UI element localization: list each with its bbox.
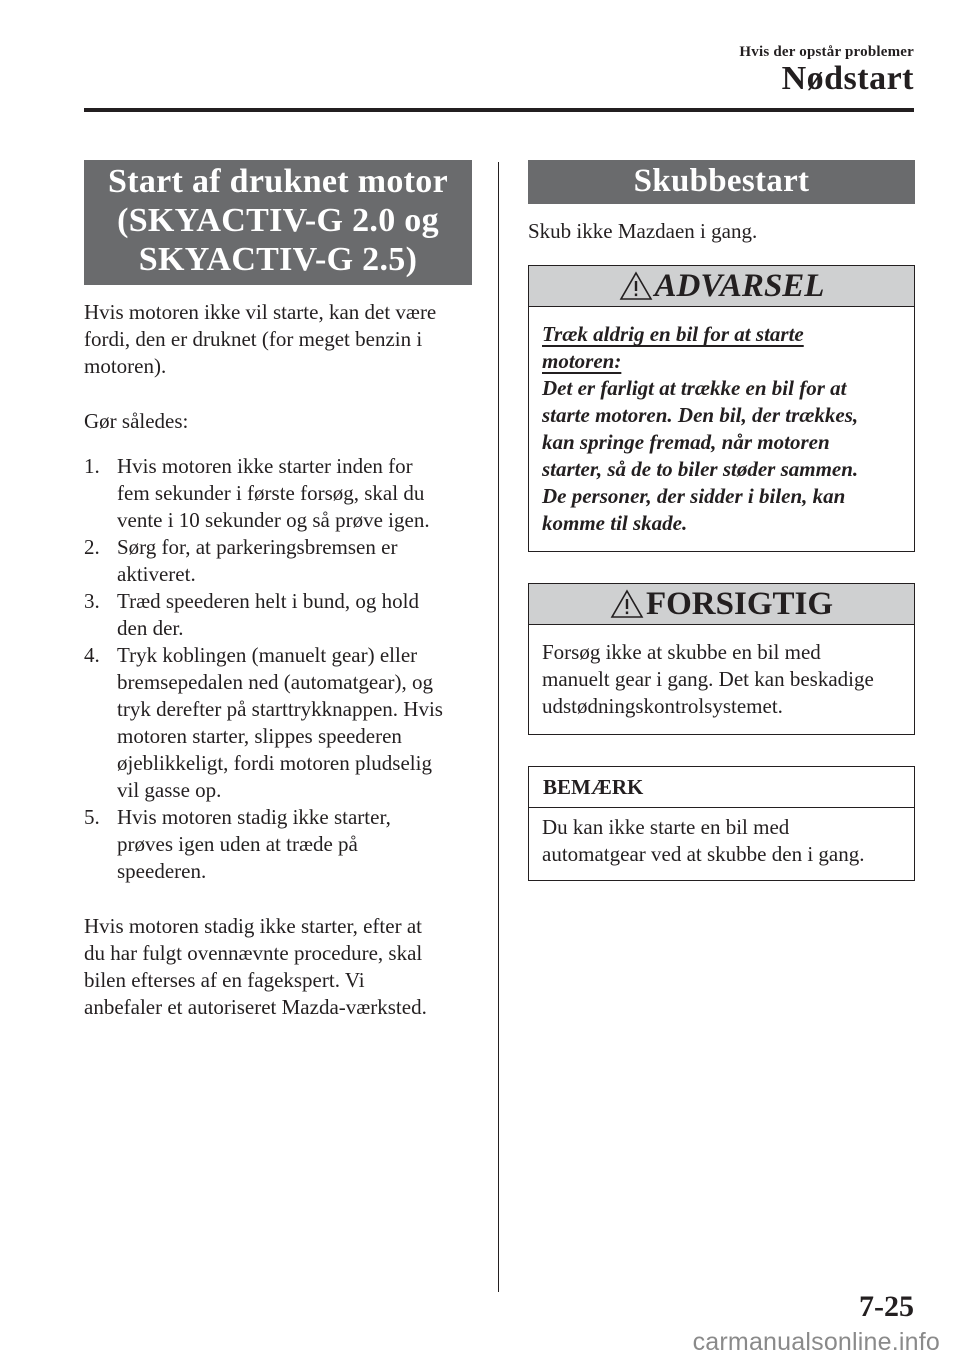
procedure-step — [84, 534, 472, 588]
text-line: kan springe fremad, når motoren — [542, 430, 830, 454]
step-number: 4. — [84, 643, 100, 667]
warning-label: ADVARSEL — [654, 268, 825, 304]
text-line: Træk aldrig en bil for at starte — [542, 322, 804, 346]
text-line: Du kan ikke starte en bil med — [542, 815, 790, 839]
warning-text — [542, 375, 902, 537]
note-header: BEMÆRK — [529, 767, 914, 808]
text-line: De personer, der sidder i bilen, kan — [542, 484, 846, 508]
intro-paragraph — [84, 299, 472, 380]
text-line: Det er farligt at trække en bil for at — [542, 376, 847, 400]
section-heading-flooded-engine — [84, 160, 472, 285]
chapter-title: Hvis der opstår problemer — [739, 44, 914, 60]
procedure-step — [84, 642, 472, 804]
text-line: den der. — [117, 616, 184, 640]
text-line: Sørg for, at parkeringsbremsen er — [117, 535, 398, 559]
warning-triangle-icon — [619, 271, 653, 301]
text-line: vil gasse op. — [117, 778, 222, 802]
text-line: Hvis motoren stadig ikke starter, — [117, 805, 391, 829]
caution-box — [528, 583, 915, 735]
text-line: bremsepedalen ned (automatgear), og — [117, 670, 434, 694]
caution-triangle-icon — [610, 589, 644, 619]
warning-box — [528, 265, 915, 552]
text-line: øjeblikkeligt, fordi motoren pludselig — [117, 751, 432, 775]
warning-header — [529, 266, 914, 307]
text-line: fordi, den er druknet (for meget benzin i — [84, 327, 423, 351]
push-start-intro: Skub ikke Mazdaen i gang. — [528, 219, 758, 243]
text-line: fem sekunder i første forsøg, skal du — [117, 481, 425, 505]
section-heading-push-start: Skubbestart — [528, 160, 915, 204]
text-line: du har fulgt ovennævnte procedure, skal — [84, 941, 423, 965]
heading-line: SKYACTIV-G 2.5) — [138, 241, 418, 278]
step-number: 5. — [84, 805, 100, 829]
right-column — [528, 160, 915, 881]
step-text — [117, 534, 472, 588]
text-line: udstødningskontrolsystemet. — [542, 694, 783, 718]
column-divider — [498, 162, 499, 1292]
step-text — [117, 642, 472, 804]
text-line: anbefaler et autoriseret Mazda-værksted. — [84, 995, 427, 1019]
step-text — [117, 804, 472, 885]
text-line: manuelt gear i gang. Det kan beskadige — [542, 667, 874, 691]
text-line: aktiveret. — [117, 562, 196, 586]
left-column — [84, 160, 472, 1021]
heading-line: Start af druknet motor — [108, 163, 448, 200]
text-line: vente i 10 sekunder og så prøve igen. — [117, 508, 430, 532]
text-line: Hvis motoren stadig ikke starter, efter at — [84, 914, 422, 938]
page-number: 7-25 — [859, 1290, 914, 1323]
text-line: Træd speederen helt i bund, og hold — [117, 589, 419, 613]
warning-body — [529, 307, 914, 551]
closing-paragraph — [84, 913, 472, 1021]
text-line: Hvis motoren ikke starter inden for — [117, 454, 413, 478]
text-line: Hvis motoren ikke vil starte, kan det være — [84, 300, 437, 324]
procedure-step — [84, 804, 472, 885]
step-number: 3. — [84, 589, 100, 613]
note-body — [529, 808, 914, 880]
step-text — [117, 588, 472, 642]
section-title: Nødstart — [781, 60, 914, 97]
caution-header — [529, 584, 914, 625]
step-text — [117, 453, 472, 534]
do-as-follows: Gør således: — [84, 409, 189, 433]
heading-line: (SKYACTIV-G 2.0 og — [117, 202, 439, 239]
text-line: prøves igen uden at træde på — [117, 832, 358, 856]
header-rule — [84, 108, 914, 112]
procedure-step — [84, 453, 472, 534]
text-line: tryk derefter på starttrykknappen. Hvis — [117, 697, 443, 721]
procedure-steps — [84, 453, 472, 885]
step-number: 2. — [84, 535, 100, 559]
text-line: motoren starter, slippes speederen — [117, 724, 402, 748]
caution-body — [529, 625, 914, 734]
text-line: starte motoren. Den bil, der trækkes, — [542, 403, 859, 427]
step-number: 1. — [84, 454, 100, 478]
text-line: motoren). — [84, 354, 167, 378]
warning-title — [542, 321, 902, 375]
procedure-step — [84, 588, 472, 642]
text-line: Tryk koblingen (manuelt gear) eller — [117, 643, 418, 667]
note-box — [528, 766, 915, 881]
watermark: carmanualsonline.info — [692, 1328, 940, 1356]
text-line: komme til skade. — [542, 511, 688, 535]
text-line: motoren: — [542, 349, 622, 373]
text-line: automatgear ved at skubbe den i gang. — [542, 842, 865, 866]
caution-label: FORSIGTIG — [645, 586, 834, 622]
text-line: Forsøg ikke at skubbe en bil med — [542, 640, 821, 664]
text-line: speederen. — [117, 859, 207, 883]
text-line: bilen efterses af en fagekspert. Vi — [84, 968, 365, 992]
text-line: starter, så de to biler støder sammen. — [542, 457, 859, 481]
